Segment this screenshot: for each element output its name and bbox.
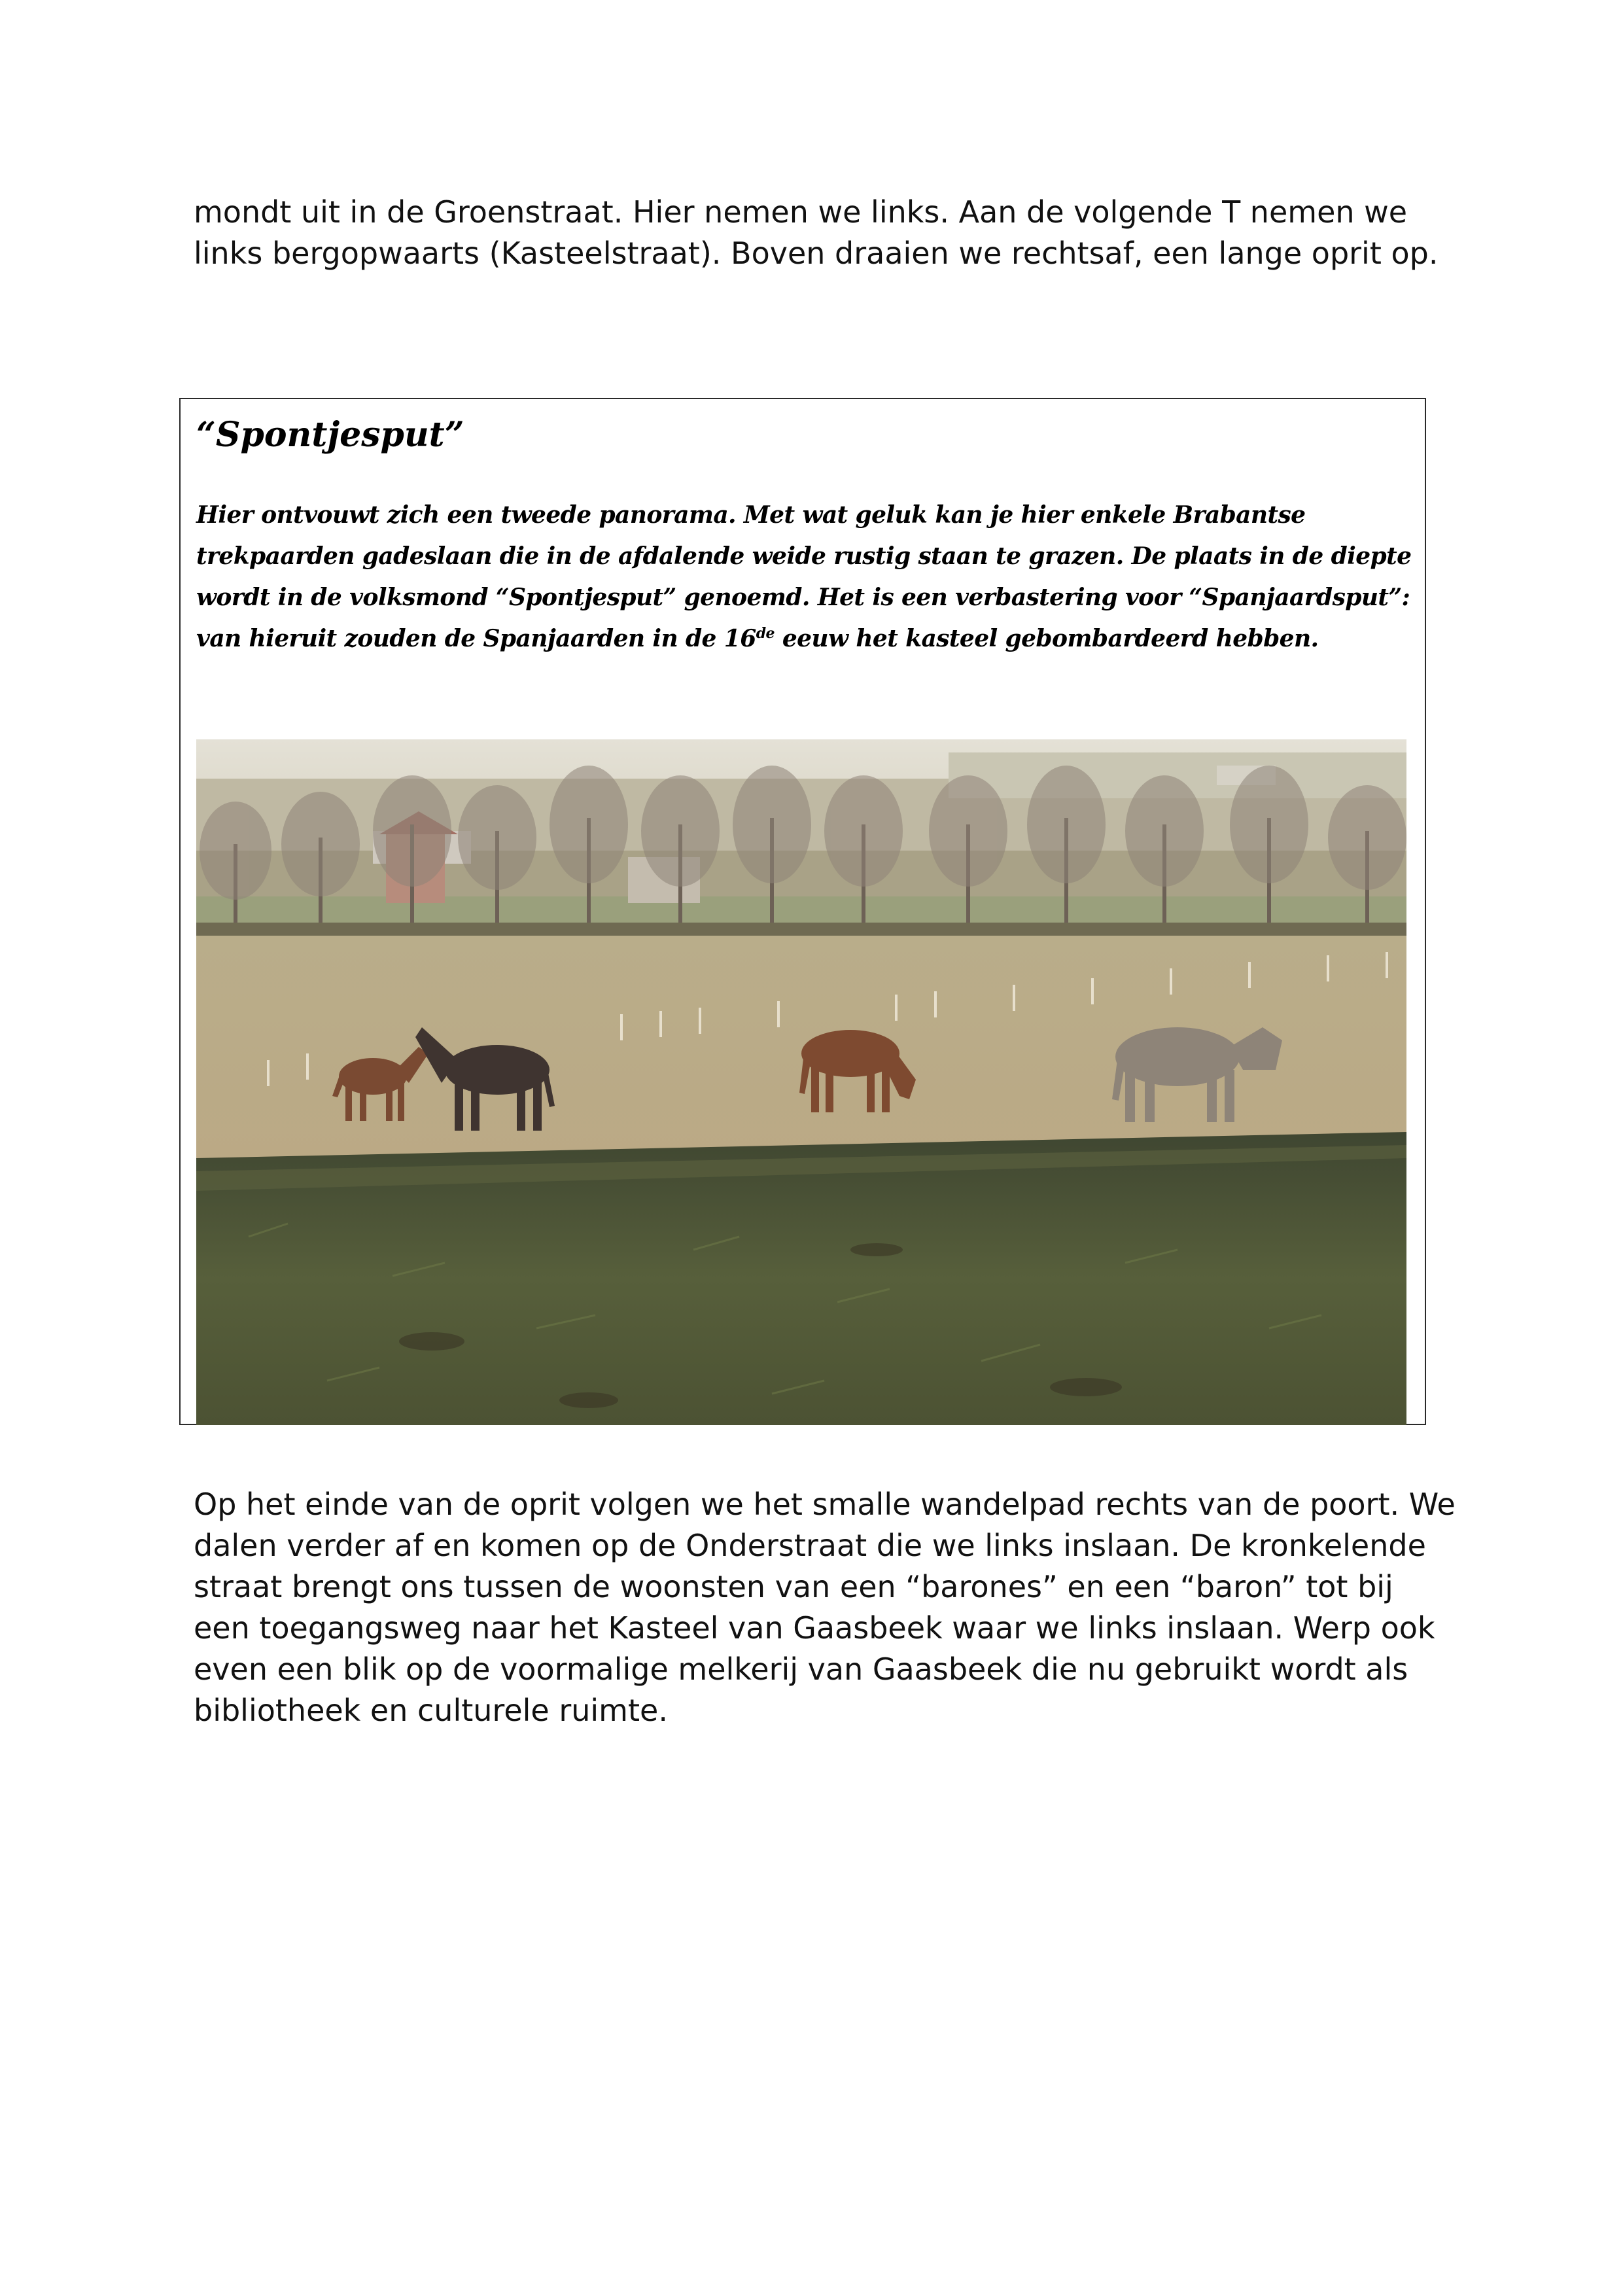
- horses-meadow-photo: [196, 739, 1406, 1425]
- route-paragraph: Op het einde van de oprit volgen we het smalle wandelpad rechts van de poort. We dalen verder af en komen op de Onderstraat die we links inslaan. De kronkelende straat brengt ons tussen de woonsten van een “barones” en een “baron” tot bij een toegangsweg naar het Kasteel van Gaasbeek waar we links inslaan. Werp ook even een blik op de voormalige melkerij van Gaasbeek die nu gebruikt wordt als bibliotheek en culturele ruimte.: [194, 1487, 1456, 1728]
- box-text-end: eeuw het kasteel gebombardeerd hebben.: [774, 625, 1319, 652]
- box-title: “Spontjesput”: [196, 415, 464, 455]
- box-text-main: Hier ontvouwt zich een tweede panorama. Met wat geluk kan je hier enkele Brabantse trekpaarden gadeslaan die in de afdalende weide rustig staan te grazen. De plaats in de diepte wordt in de volksmond “Spontjesput” genoemd. Het is een verbastering voor “Spanjaardsput”: van hieruit zouden de Spanjaarden in de 16: [196, 501, 1412, 652]
- box-text: [196, 495, 1413, 660]
- intro-paragraph: mondt uit in de Groenstraat. Hier nemen we links. Aan de volgende T nemen we links bergopwaarts (Kasteelstraat). Boven draaien we rechtsaf, een lange oprit op.: [194, 194, 1439, 271]
- box-text-superscript: de: [756, 625, 775, 642]
- spontjesput-info-box: [179, 398, 1426, 1425]
